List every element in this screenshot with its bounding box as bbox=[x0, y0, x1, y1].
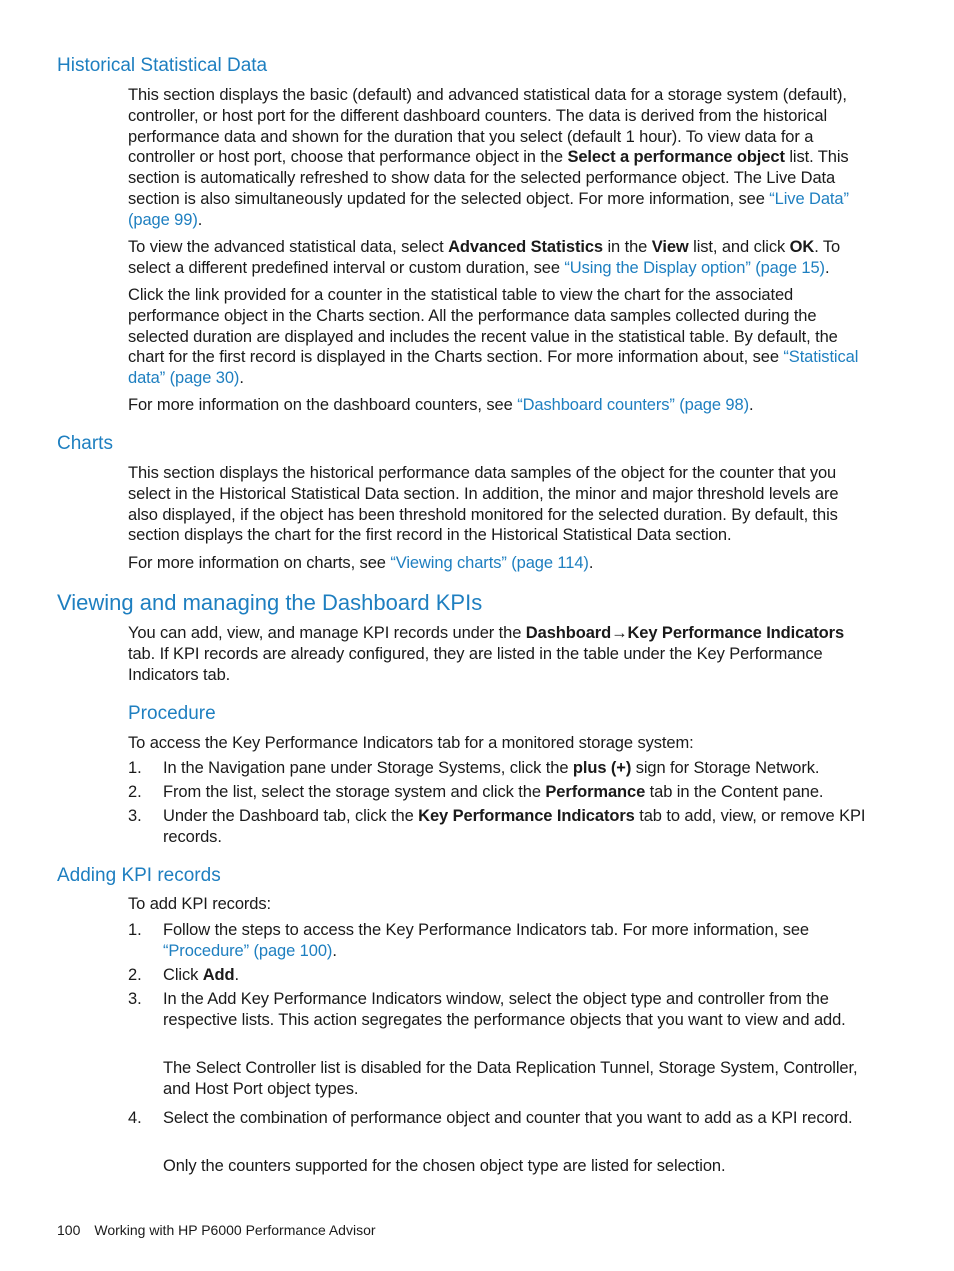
historical-paragraph-2: To view the advanced statistical data, select Advanced Statistics in the View list, and click OK. To select a different predefined interval or custom duration, see “Using the Display option” (page 15). bbox=[128, 238, 841, 277]
page-number: 100 bbox=[57, 1222, 81, 1238]
statistical-data-link[interactable]: “Statistical data” (page 30) bbox=[128, 348, 859, 388]
viewing-charts-link[interactable]: “Viewing charts” (page 114) bbox=[390, 554, 589, 572]
section-heading-historical: Historical Statistical Data bbox=[57, 55, 268, 76]
adding-intro: To add KPI records: bbox=[128, 895, 272, 913]
adding-step: 2. Click Add. bbox=[128, 966, 239, 984]
historical-paragraph-4: For more information on the dashboard counters, see “Dashboard counters” (page 98). bbox=[128, 396, 754, 414]
section-heading-kpis: Viewing and managing the Dashboard KPIs bbox=[57, 590, 483, 615]
procedure-step: 3. Under the Dashboard tab, click the Key Performance Indicators tab to add, view, or remove KPI records. bbox=[128, 807, 866, 846]
section-heading-procedure: Procedure bbox=[128, 703, 216, 724]
adding-step: 3. In the Add Key Performance Indicators window, select the object type and controller from the respective lists. This action segregates the performance objects that you want to view and add. bbox=[128, 990, 846, 1029]
procedure-step: 1. In the Navigation pane under Storage Systems, click the plus (+) sign for Storage Network. bbox=[128, 759, 820, 777]
live-data-link[interactable]: “Live Data” (page 99) bbox=[128, 189, 849, 229]
adding-step: 4. Select the combination of performance object and counter that you want to add as a KPI record. bbox=[128, 1109, 853, 1127]
adding-step: 1. Follow the steps to access the Key Performance Indicators tab. For more information, see “Procedure” (page 100). bbox=[128, 921, 809, 960]
historical-paragraph-3: Click the link provided for a counter in the statistical table to view the chart for the associated performance object in the Charts section. All the performance data samples collected during the selected duration are displayed and includes the recent value in the statistical table. By default, the chart for the first record is displayed in the Charts section. For more information about, see “Statistical data” (page 30). bbox=[128, 286, 859, 388]
historical-paragraph-1: This section displays the basic (default) and advanced statistical data for a storage system (default), controller, or host port for the different dashboard counters. The data is derived from the historical performance data and shown for the duration that you select (default 1 hour). To view data for a controller or host port, choose that performance object in the Select a performance object list. This section is automatically refreshed to show data for the selected performance object. The Live Data section is also simultaneously updated for the selected object. For more information, see “Live Data” (page 99). bbox=[128, 86, 849, 229]
procedure-step: 2. From the list, select the storage system and click the Performance tab in the Content pane. bbox=[128, 783, 824, 801]
adding-step-note: The Select Controller list is disabled for the Data Replication Tunnel, Storage System, Controller, and Host Port object types. bbox=[163, 1059, 858, 1098]
kpis-paragraph-1: You can add, view, and manage KPI records under the Dashboard→Key Performance Indicators tab. If KPI records are already configured, they are listed in the table under the Key Performance Indicators tab. bbox=[128, 624, 845, 684]
charts-paragraph-1: This section displays the historical performance data samples of the object for the counter that you select in the Historical Statistical Data section. In addition, the minor and major threshold levels are also displayed, if the object has been threshold monitored for the selected duration. By default, this section displays the chart for the first record in the Historical Statistical Data section. bbox=[128, 464, 839, 545]
charts-paragraph-2: For more information on charts, see “Viewing charts” (page 114). bbox=[128, 554, 594, 572]
procedure-link[interactable]: “Procedure” (page 100) bbox=[163, 941, 333, 960]
procedure-intro: To access the Key Performance Indicators tab for a monitored storage system: bbox=[128, 734, 694, 752]
page-footer bbox=[57, 1222, 390, 1238]
footer-title: Working with HP P6000 Performance Advisor bbox=[94, 1222, 376, 1238]
section-heading-adding: Adding KPI records bbox=[57, 865, 221, 886]
adding-step-note: Only the counters supported for the chosen object type are listed for selection. bbox=[163, 1157, 726, 1175]
dashboard-counters-link[interactable]: “Dashboard counters” (page 98) bbox=[517, 396, 749, 414]
display-option-link[interactable]: “Using the Display option” (page 15) bbox=[564, 258, 825, 277]
section-heading-charts: Charts bbox=[57, 433, 113, 454]
